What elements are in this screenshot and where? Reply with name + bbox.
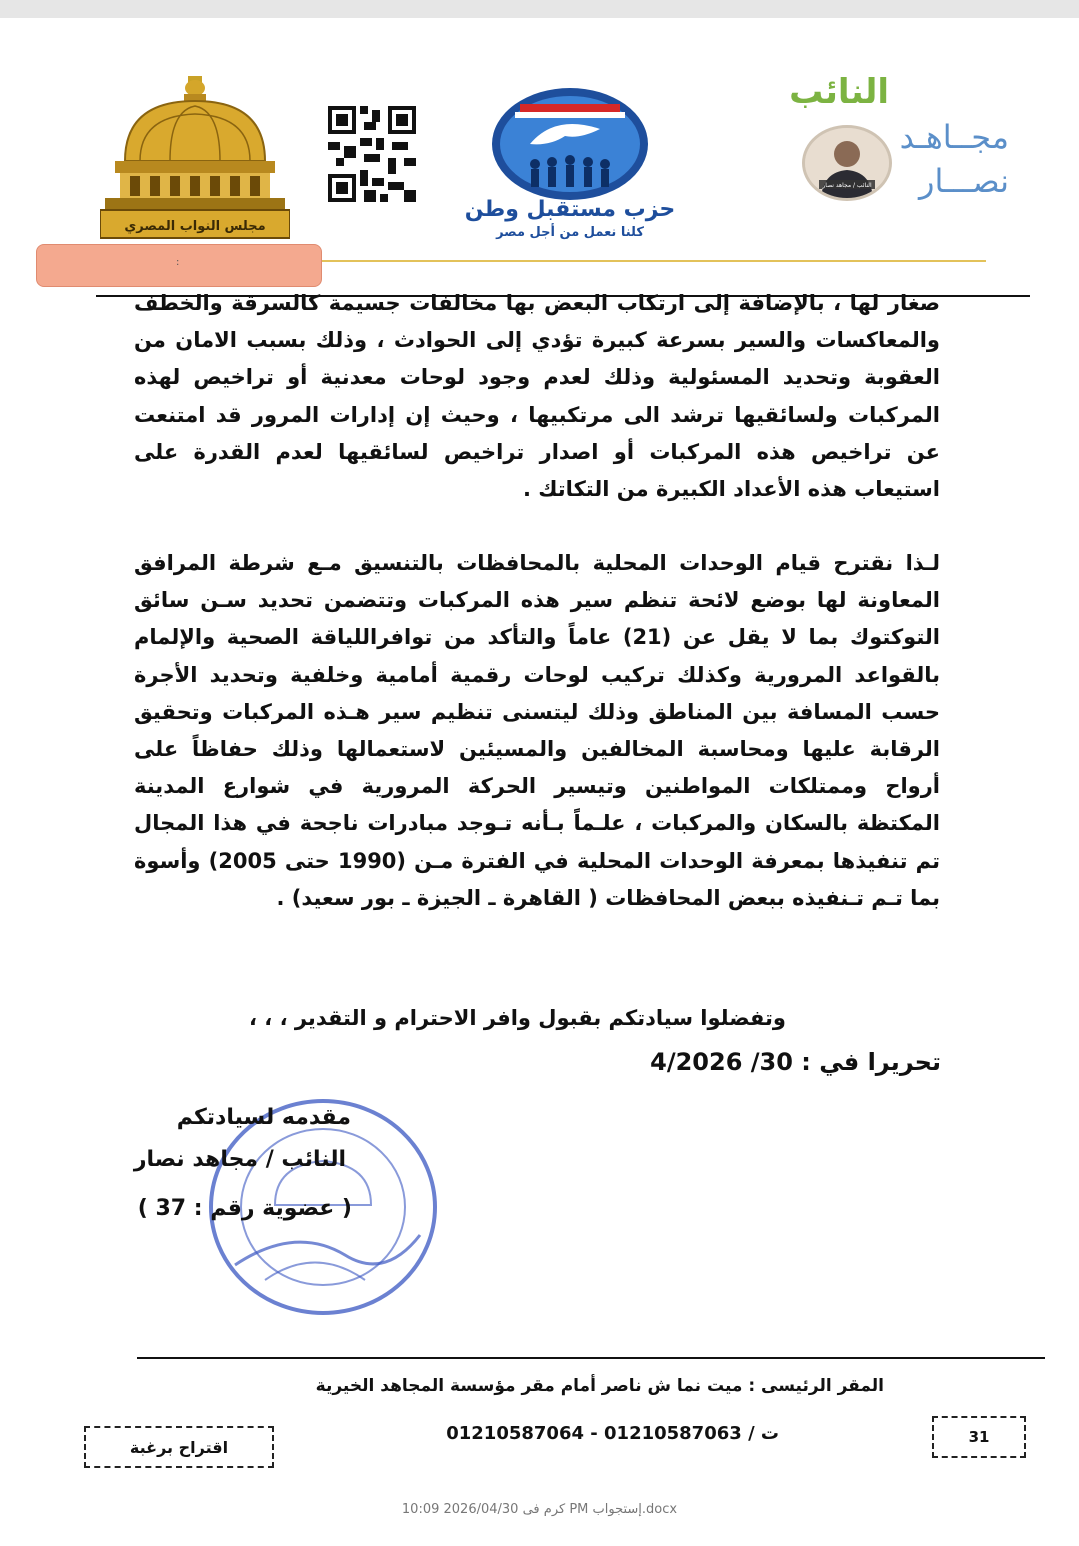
footer-divider: [137, 1357, 1045, 1359]
party-slogan: كلنا نعمل من أجل مصر: [496, 225, 644, 240]
deputy-title: النائب: [789, 72, 889, 112]
membership-number: ( عضوية رقم : 37 ): [137, 1196, 352, 1221]
deputy-first-name: مجــاهـد: [899, 118, 1009, 156]
file-info: كرم فى 2026/04/30 10:09 PM إستجواب.docx: [401, 1502, 678, 1517]
highlight-box-text: :: [176, 257, 180, 268]
body-paragraph-2: لـذا نقترح قيام الوحدات المحلية بالمحافظات بالتنسيق مـع شرطة المرافق المعاونة لها بوضع لائحة تنظم سير هذه المركبات وتتضمن تحديد سـن سائق التوكتوك بما لا يقل عن (21) عاماً والتأكد من توافراللياقة الصحية والإلمام بالقواعد المرورية وكذلك تركيب لوحات رقمية أمامية وخلفية وتحديد الأجرة حسب المسافة بين المناطق وذلك ليتسنى تنظيم سير هـذه المركبات وتحقيق الرقابة عليها ومحاسبة المخالفين والمسيئين لاستعمالها وذلك حفاظاً على أرواح وممتلكات المواطنين وتيسير الحركة المرورية في شوارع المدينة المكتظة بالسكان والمركبات ، علـماً بـأنه تـوجد مبادرات ناجحة في هذا المجال تم تنفيذها بمعرفة الوحدات المحلية في الفترة مـن (1990 حتى 2005) وأسوة بما تـم تـنفيذه ببعض المحافظات ( القاهرة ـ الجيزة ـ بور سعيد) .: [134, 551, 941, 910]
top-gray-bar: [0, 0, 1079, 18]
parliament-label: مجلس النواب المصري: [124, 219, 266, 234]
person-icon: [805, 128, 889, 198]
closing-salutation: وتفضلوا سيادتكم بقبول وافر الاحترام و التقدير ، ، ،: [249, 1006, 786, 1030]
qr-code-icon: [328, 106, 416, 202]
party-logo: [460, 84, 680, 244]
avatar-caption: النائب / مجاهد نصار: [822, 182, 872, 189]
party-name: حزب مستقبل وطن: [464, 197, 676, 222]
document-type-label: اقتراح برغبة: [84, 1426, 274, 1468]
signature-line-2: النائب / مجاهد نصار: [133, 1147, 346, 1172]
document-date: تحريرا في : 30/ 4/2026: [650, 1048, 941, 1076]
body-paragraph-1: صغار لها ، بالإضافة إلى ارتكاب البعض بها مخالفات جسيمة كالسرقة والخطف والمعاكسات والسير بسرعة كبيرة تؤدي إلى الحوادث ، وذلك بسبب الامان من العقوبة وتحديد المسئولية وذلك لعدم وجود لوحات معدنية أو تراخيص لهذه المركبات ولسائقيها ترشد الى مرتكبيها ، وحيث إن إدارات المرور قد امتنعت عن تراخيص هذه المركبات أو اصدار تراخيص لسائقيها لعدم القدرة على استيعاب هذه الأعداد الكبيرة من التكاتك .: [134, 291, 940, 502]
footer-phones: ت / 01210587063 - 01210587064: [446, 1423, 779, 1444]
deputy-last-name: نصـــار: [919, 162, 1009, 200]
page-number: 31: [932, 1416, 1026, 1458]
deputy-avatar: [802, 125, 892, 201]
signature-line-1: مقدمه لسيادتكم: [176, 1105, 351, 1130]
highlight-box: [36, 244, 322, 287]
footer-address: المقر الرئيسى : ميت نما ش ناصر أمام مقر مؤسسة المجاهد الخيرية: [315, 1376, 884, 1396]
header-gold-line: [290, 260, 986, 262]
parliament-dome-logo: [100, 76, 290, 246]
